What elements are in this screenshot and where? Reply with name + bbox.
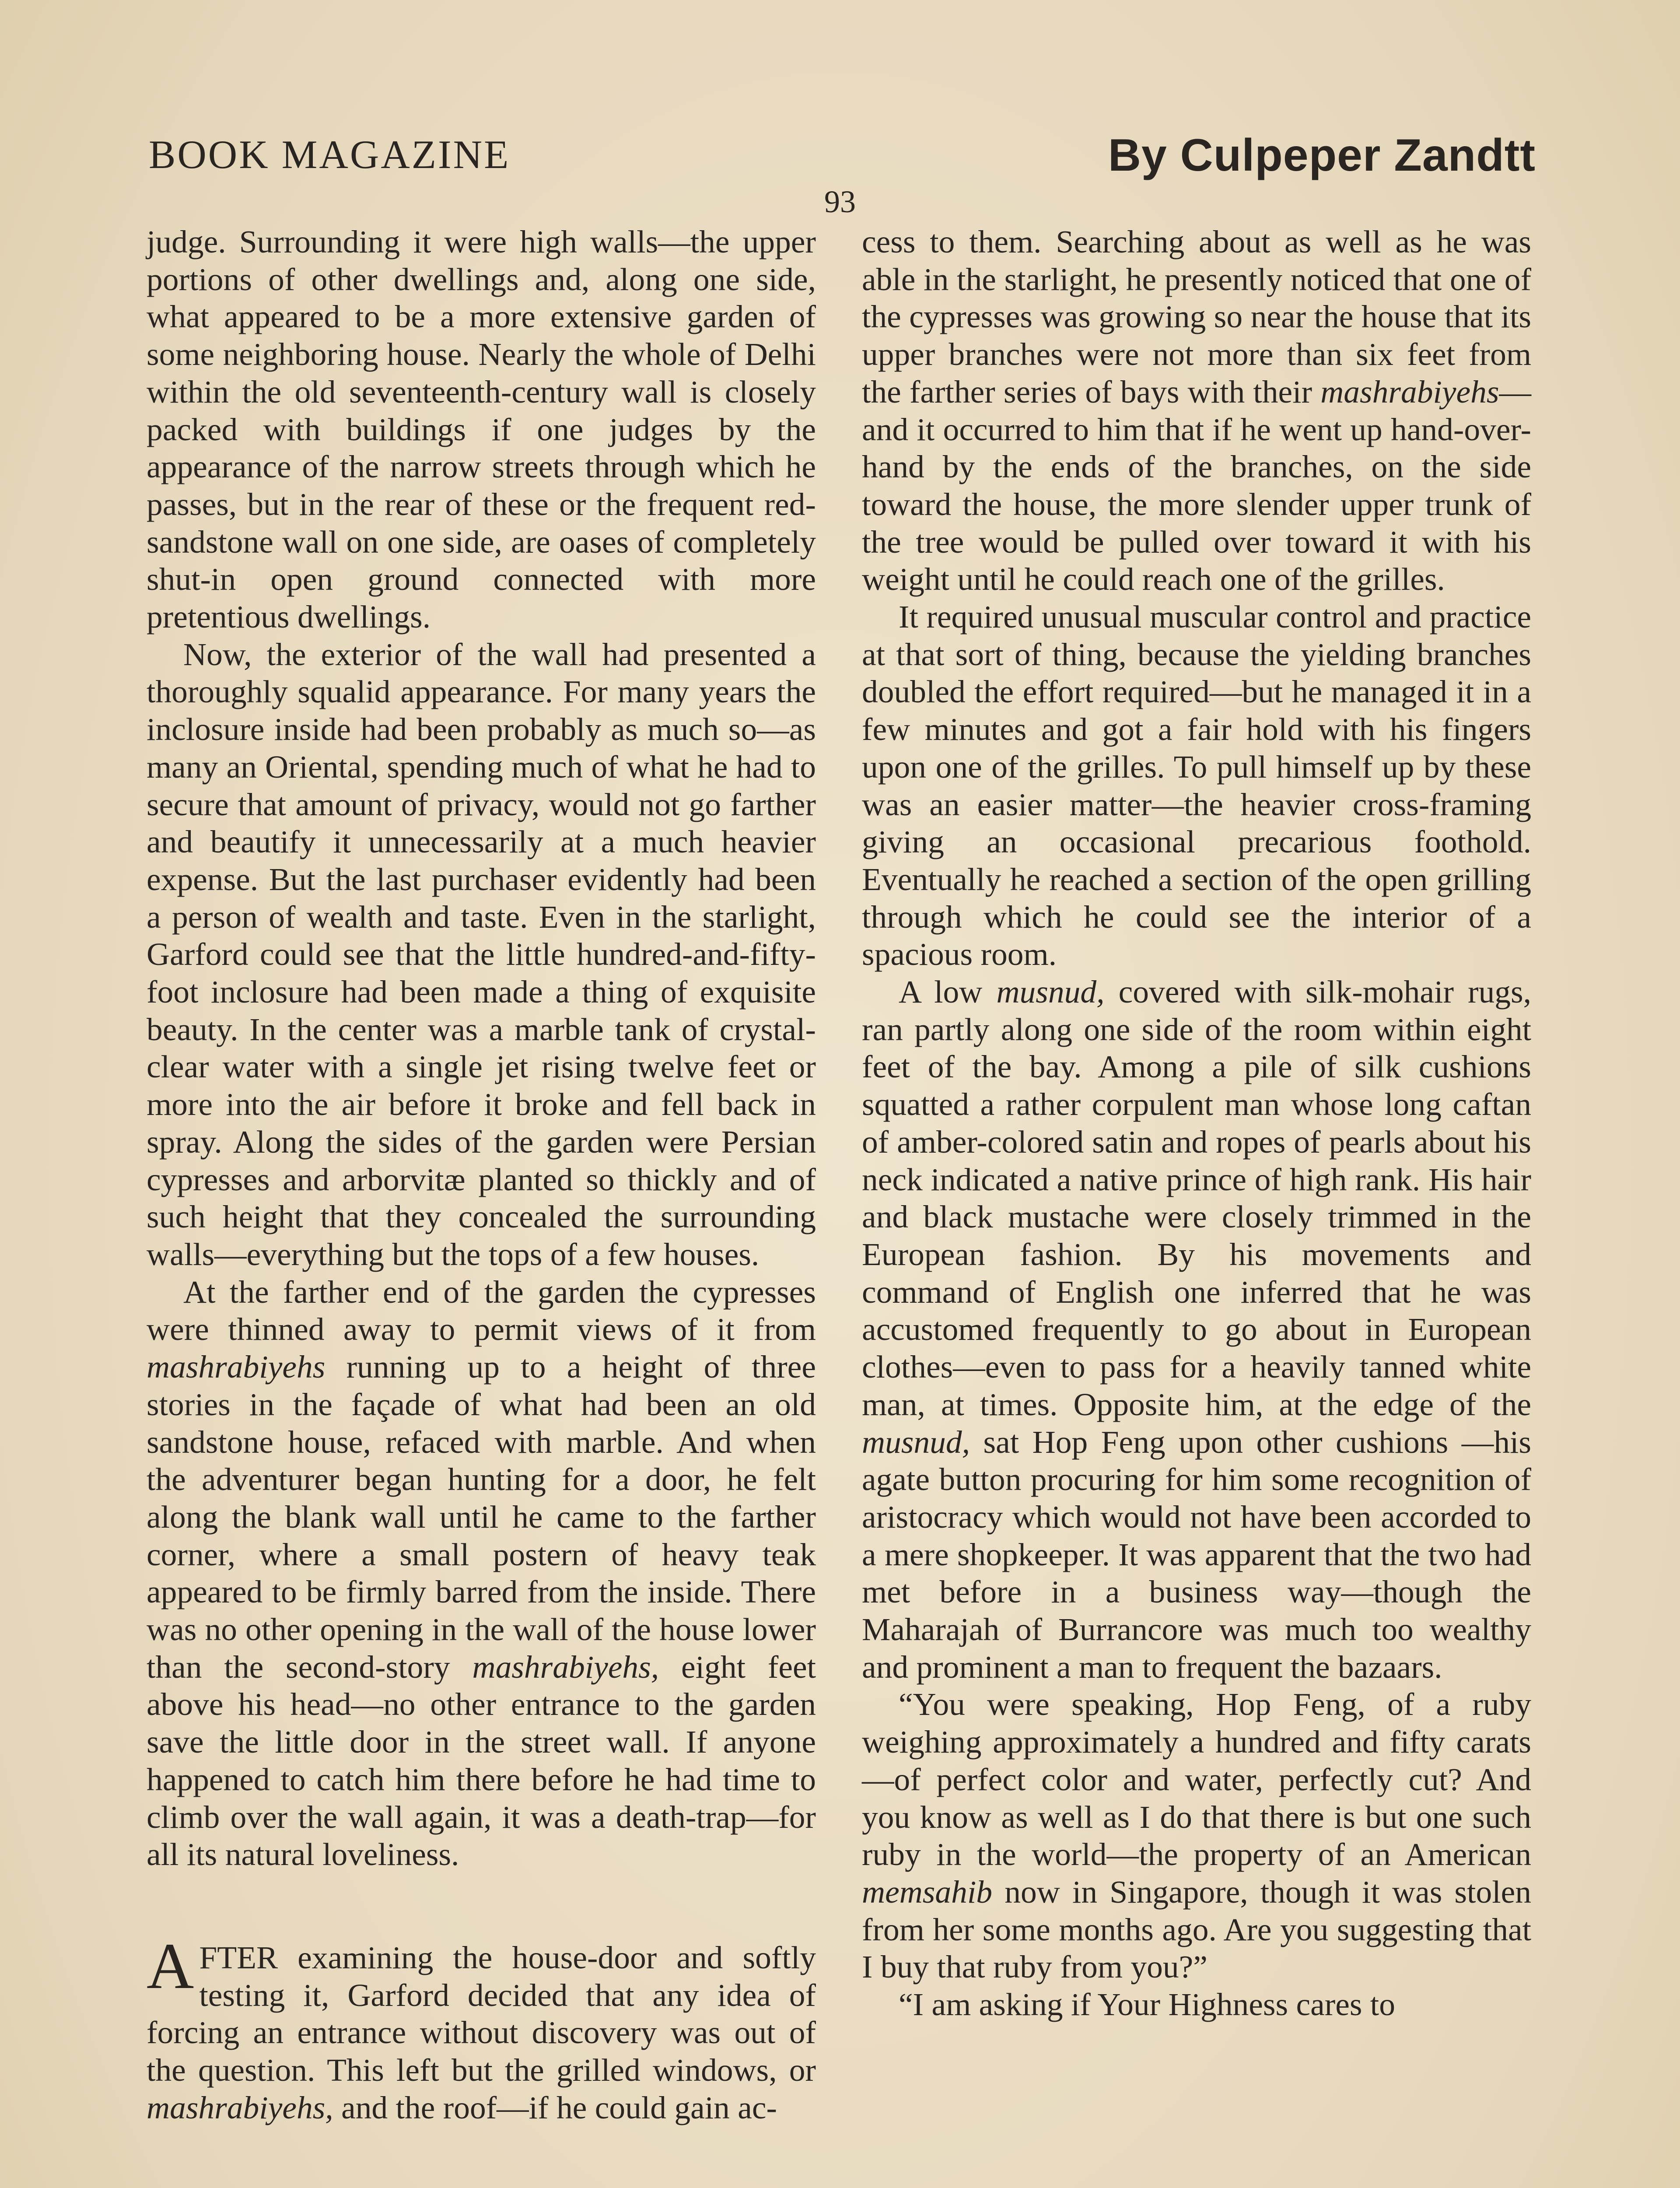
text-run: FTER examining the house-door and softly testing it, Garford decided that any idea of forcing an entrance without discovery was out of the question. This left but the grilled windows, or [147, 1939, 816, 2088]
text-column-right [862, 223, 1531, 2023]
italic-term: mashrabiyehs [1320, 374, 1499, 410]
paragraph [147, 1273, 816, 1873]
paragraph: It required unusual muscular control and practice at that sort of thing, because the yielding branches doubled the effort required—but he managed it in a few minutes and got a fair hold with his fingers upon one of the grilles. To pull himself up by these was an easier matter—the heavier cross-framing giving an occasional precarious foothold. Eventually he reached a section of the open grilling through which he could see the interior of a spacious room. [862, 599, 1531, 972]
paragraph [862, 223, 1531, 598]
text-run: cess to them. Searching about as well as he was able in the starlight, he presently noticed that one of the cypresses was growing so near the house that its upper branches were not more than six feet from the farther series of bays with their [862, 224, 1531, 410]
text-run: A low [899, 974, 997, 1010]
text-run: now in Singapore, though it was stolen from her some months ago. Are you suggesting that I buy that ruby from you?” [862, 1874, 1531, 1985]
italic-term: musnud, [862, 1424, 970, 1460]
italic-term: musnud, [996, 974, 1105, 1010]
paragraph: judge. Surrounding it were high walls—the upper portions of other dwellings and, along one side, what appeared to be a more extensive garden of some neighboring house. Nearly the whole of Delhi within the old seventeenth-century wall is closely packed with buildings if one judges by the appearance of the narrow streets through which he passes, but in the rear of these or the frequent red-sandstone wall on one side, are oases of completely shut-in open ground connected with more pretentious dwellings. [147, 224, 816, 635]
text-run: running up to a height of three stories in the façade of what had been an old sandstone house, refaced with marble. And when the adventurer began hunting for a door, he felt along the blank wall until he came to the farther corner, where a small postern of heavy teak appeared to be firmly barred from the inside. There was no other opening in the wall of the house lower than the second-story [147, 1349, 816, 1685]
paragraph: “I am asking if Your Highness cares to [899, 1987, 1395, 2023]
italic-term: mashrabiyehs, [472, 1649, 659, 1685]
paragraph [862, 1686, 1531, 1986]
italic-term: mashrabiyehs, [147, 2090, 333, 2125]
running-head-magazine: BOOK MAGAZINE [149, 132, 511, 177]
text-run: At the farther end of the garden the cypresses were thinned away to permit views of it from [147, 1274, 816, 1347]
text-run: “You were speaking, Hop Feng, of a ruby weighing approximately a hundred and fifty carats—of perfect color and water, perfectly cut? And you know as well as I do that there is but one such ruby in the world—the property of an American [862, 1687, 1531, 1872]
drop-cap: A [147, 1929, 194, 2002]
page-number: 93 [824, 184, 856, 219]
running-head-author: By Culpeper Zandtt [1108, 130, 1536, 181]
text-column-left [147, 223, 816, 2126]
text-run: eight feet above his head—no other entrance to the garden save the little door in the street wall. If anyone happened to catch him there before he had time to climb over the wall again, it was a death-trap—for all its natural loveliness. [147, 1649, 816, 1872]
italic-term: memsahib [862, 1874, 993, 1910]
italic-term: mashrabiyehs [147, 1349, 326, 1385]
paragraph: Now, the exterior of the wall had presented a thoroughly squalid appearance. For many years the inclosure inside had been probably as much so—as many an Oriental, spending much of what he had to secure that amount of privacy, would not go farther and beautify it unnecessarily at a much heavier expense. But the last purchaser evidently had been a person of wealth and taste. Even in the starlight, Garford could see that the little hundred-and-fifty-foot inclosure had been made a thing of exquisite beauty. In the center was a marble tank of crystal-clear water with a single jet rising twelve feet or more into the air before it broke and fell back in spray. Along the sides of the garden were Persian cypresses and arborvitæ planted so thickly and of such height that they concealed the surrounding walls—everything but the tops of a few houses. [147, 636, 816, 1272]
paragraph [147, 1929, 816, 2127]
text-run: covered with silk-mohair rugs, ran partly along one side of the room within eight feet of the bay. Among a pile of silk cushions squatted a rather corpulent man whose long caftan of amber-colored satin and ropes of pearls about his neck indicated a native prince of high rank. His hair and black mustache were closely trimmed in the European fashion. By his movements and command of English one inferred that he was accustomed frequently to go about in European clothes—even to pass for a heavily tanned white man, at times. Opposite him, at the edge of the [862, 974, 1531, 1422]
text-run: sat Hop Feng upon other cushions —his agate button procuring for him some recognition of aristocracy which would not have been accorded to a mere shopkeeper. It was apparent that the two had met before in a business way—though the Maharajah of Burrancore was much too wealthy and prominent a man to frequent the bazaars. [862, 1424, 1531, 1685]
text-run: and the roof—if he could gain ac- [333, 2090, 777, 2125]
paragraph [862, 973, 1531, 1686]
text-run: —and it occurred to him that if he went up hand-over-hand by the ends of the branches, on the side toward the house, the more slender upper trunk of the tree would be pulled over toward it with his weight until he could reach one of the grilles. [862, 374, 1531, 597]
